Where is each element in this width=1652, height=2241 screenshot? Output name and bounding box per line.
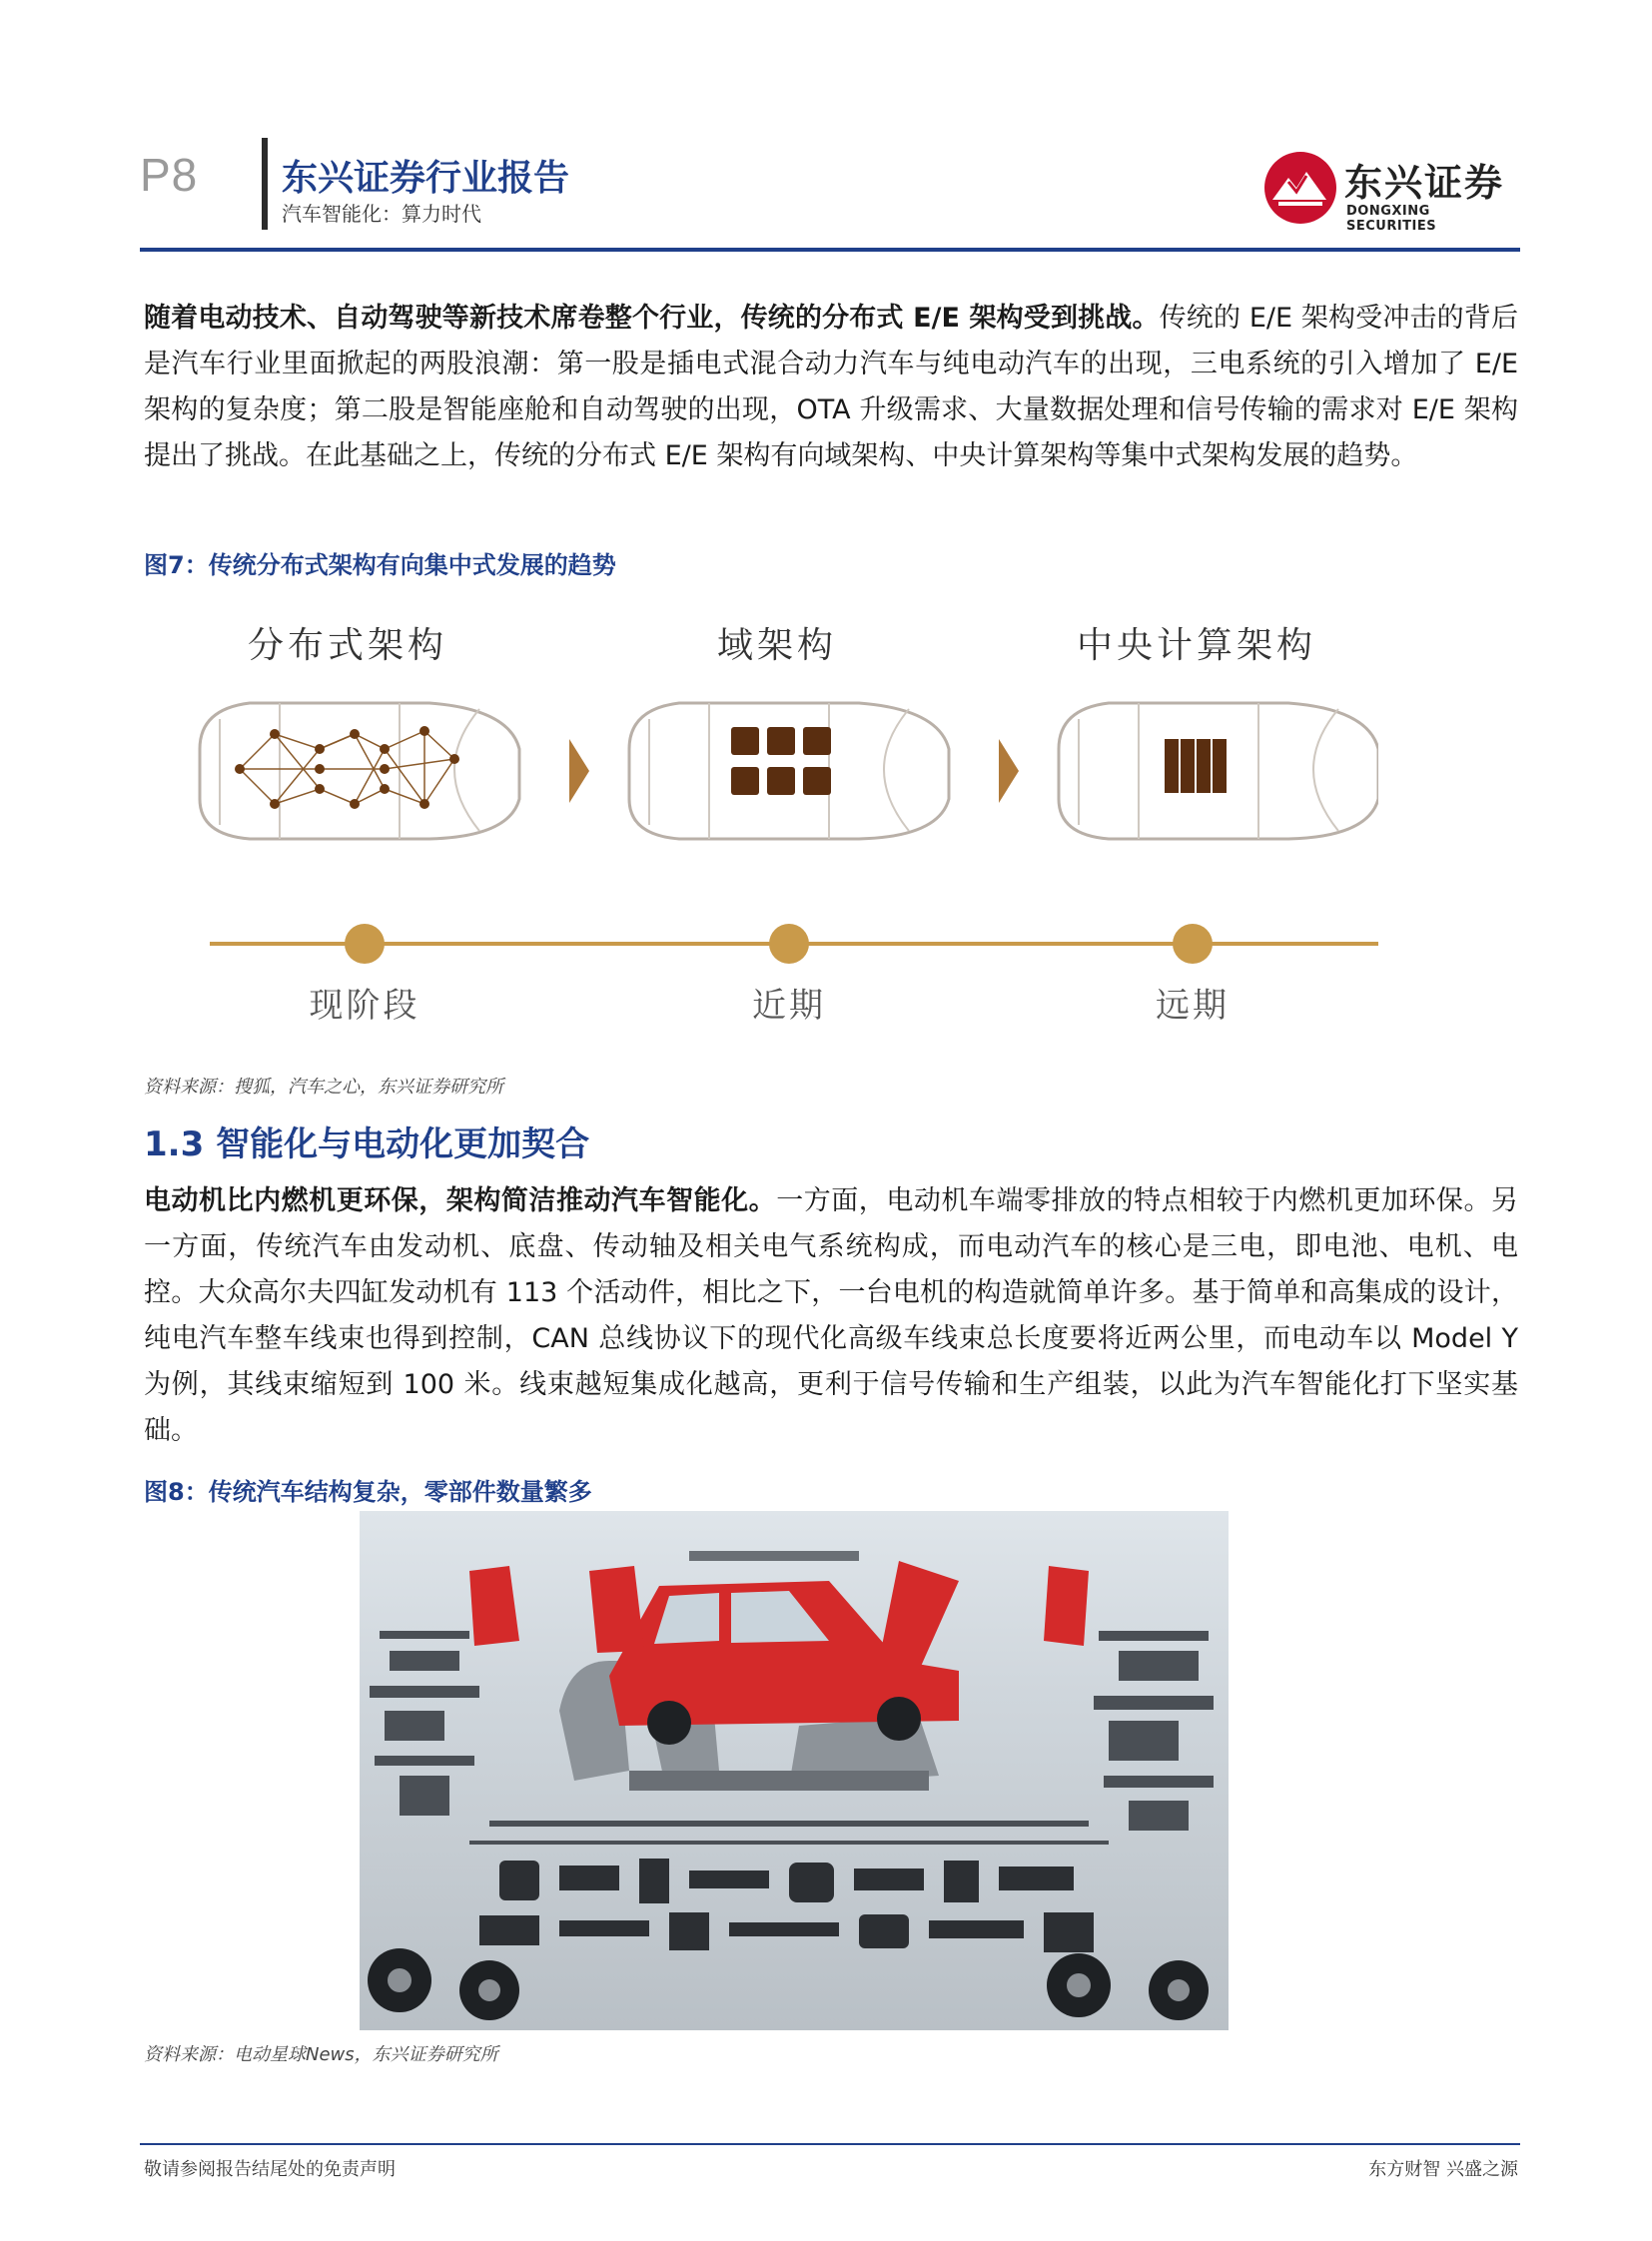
timeline-dot-long — [1173, 924, 1213, 964]
paragraph-body: 一方面，电动机车端零排放的特点相较于内燃机更加环保。另一方面，传统汽车由发动机、底盘、传动轴及相关电气系统构成，而电动汽车的核心是三电，即电池、电机、电控。大众高尔夫四缸发动机有 113 个活动件，相比之下，一台电机的构造就简单许多。基于简单和高集成的设计，纯电汽车整车线束也得到控制，CAN 总线协议下的现代化高级车线束总长度要将近两公里，而电动车以 Model Y 为例，其线束缩短到 100 米。线束越短集成化越高，更利于信号传输和生产组装，以此为汽车智能化打下坚实基础。 — [144, 1185, 1518, 1446]
stage-label-domain: 域架构 — [716, 625, 838, 666]
paragraph-lead: 电动机比内燃机更环保，架构简洁推动汽车智能化。 — [144, 1185, 777, 1216]
figure-8-car-parts-photo — [360, 1511, 1229, 2030]
logo-cn-text: 东兴证券 — [1344, 161, 1505, 205]
paragraph-lead: 随着电动技术、自动驾驶等新技术席卷整个行业，传统的分布式 E/E 架构受到挑战。 — [144, 303, 1160, 334]
footer-rule — [140, 2143, 1520, 2145]
figure-7-caption: 图7：传统分布式架构有向集中式发展的趋势 — [144, 551, 616, 579]
report-subtitle: 汽车智能化：算力时代 — [282, 202, 481, 226]
timeline-label-current: 现阶段 — [309, 986, 420, 1026]
arrow-right-icon — [569, 739, 589, 803]
timeline-label-long: 远期 — [1156, 986, 1230, 1026]
header-rule — [140, 248, 1520, 252]
car-distributed — [200, 703, 519, 839]
paragraph-ee-architecture — [144, 296, 1518, 479]
page-header — [140, 138, 1520, 248]
stage-label-distributed: 分布式架构 — [247, 625, 448, 666]
footer-slogan: 东方财智 兴盛之源 — [1368, 2159, 1518, 2180]
company-logo — [1260, 148, 1520, 234]
report-brand-title: 东兴证券行业报告 — [282, 158, 570, 199]
stage-label-central: 中央计算架构 — [1076, 625, 1317, 666]
footer-disclaimer: 敬请参阅报告结尾处的免责声明 — [144, 2159, 396, 2180]
figure-8-caption: 图8：传统汽车结构复杂，零部件数量繁多 — [144, 1478, 592, 1506]
logo-en-text: DONGXING SECURITIES — [1346, 204, 1437, 234]
figure-7-source: 资料来源：搜狐，汽车之心，东兴证券研究所 — [144, 1077, 503, 1098]
car-parts-illustration — [360, 1511, 1229, 2030]
timeline-dot-near — [769, 924, 809, 964]
paragraph-electrification — [144, 1178, 1518, 1454]
header-divider — [262, 138, 268, 230]
paragraph-body: 传统的 E/E 架构受冲击的背后是汽车行业里面掀起的两股浪潮：第一股是插电式混合动力汽车与纯电动汽车的出现，三电系统的引入增加了 E/E 架构的复杂度；第二股是智能座舱和自动驾驶的出现，OTA 升级需求、大量数据处理和信号传输的需求对 E/E 架构提出了挑战。在此基础之上，传统的分布式 E/E 架构有向域架构、中央计算架构等集中式架构发展的趋势。 — [144, 303, 1518, 471]
arrow-right-icon — [999, 739, 1019, 803]
timeline-label-near: 近期 — [752, 986, 826, 1026]
figure-7-architecture-evolution — [180, 599, 1378, 1039]
figure-7-graphic — [180, 599, 1378, 1039]
logo-emblem-icon — [1260, 148, 1340, 228]
page-number: P8 — [140, 149, 199, 201]
figure-8-source: 资料来源：电动星球News，东兴证券研究所 — [144, 2044, 498, 2065]
timeline-dot-current — [345, 924, 385, 964]
car-domain — [629, 703, 949, 839]
section-heading: 1.3 智能化与电动化更加契合 — [144, 1124, 590, 1164]
car-central-computing — [1059, 703, 1378, 839]
